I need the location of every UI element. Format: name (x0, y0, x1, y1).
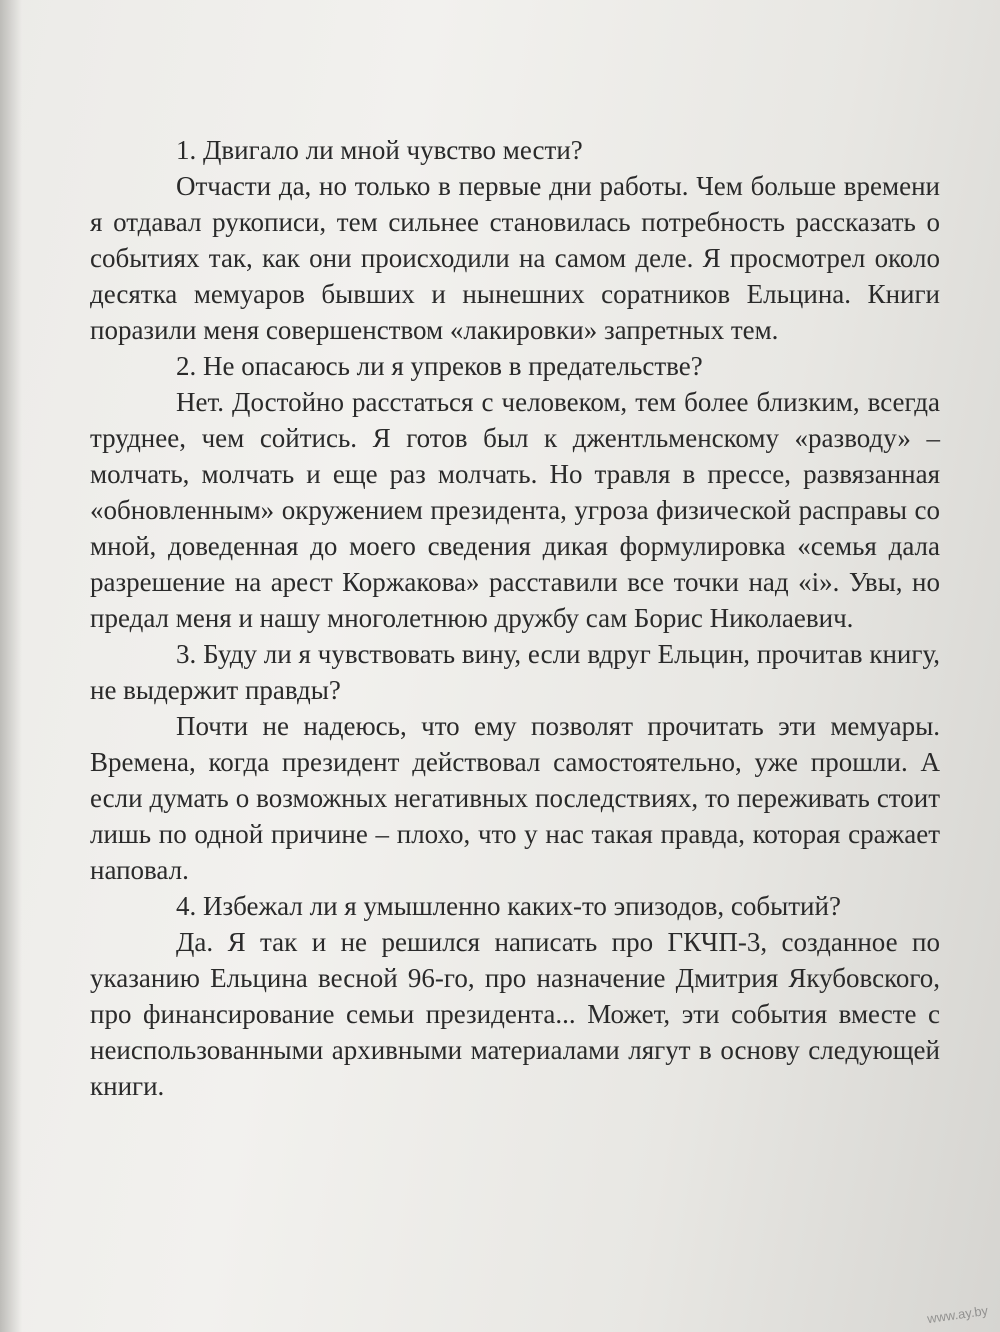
question-1: 1. Двигало ли мной чувство мести? (176, 135, 583, 165)
answer-4: Да. Я так и не решился написать про ГКЧП-3, созданное по указанию Ельцина весной 96-го, про назначение Дмитрия Якубовского, про финансирование семьи президента... Может, эти события вместе с неиспользованными архивными материалами лягут в основу следующей книги. (90, 927, 940, 1101)
answer-3: Почти не надеюсь, что ему позволят прочитать эти мемуары. Времена, когда президент действовал самостоятельно, уже прошли. А если думать о возможных негативных последствиях, то переживать стоит лишь по одной причине – плохо, что у нас такая правда, которая сражает наповал. (90, 711, 940, 885)
question-3: 3. Буду ли я чувствовать вину, если вдруг Ельцин, прочитав книгу, не выдержит правды? (90, 639, 940, 705)
page-fold-shadow (0, 0, 22, 1332)
question-2: 2. Не опасаюсь ли я упреков в предательстве? (176, 351, 703, 381)
question-4: 4. Избежал ли я умышленно каких-то эпизодов, событий? (176, 891, 841, 921)
answer-2: Нет. Достойно расстаться с человеком, тем более близким, всегда труднее, чем сойтись. Я готов был к джентльменскому «разводу» – молчать, молчать и еще раз молчать. Но травля в прессе, развязанная «обновленным» окружением президента, угроза физической расправы со мной, доведенная до моего сведения дикая формулировка «семья дала разрешение на арест Коржакова» расставили все точки над «i». Увы, но предал меня и нашу многолетнюю дружбу сам Борис Николаевич. (90, 387, 940, 633)
watermark: www.ay.by (926, 1302, 989, 1327)
answer-1: Отчасти да, но только в первые дни работы. Чем больше времени я отдавал рукописи, тем сильнее становилась потребность рассказать о событиях так, как они происходили на самом деле. Я просмотрел около десятка мемуаров бывших и нынешних соратников Ельцина. Книги поразили меня совершенством «лакировки» запретных тем. (90, 171, 940, 345)
page-text (90, 132, 940, 1104)
